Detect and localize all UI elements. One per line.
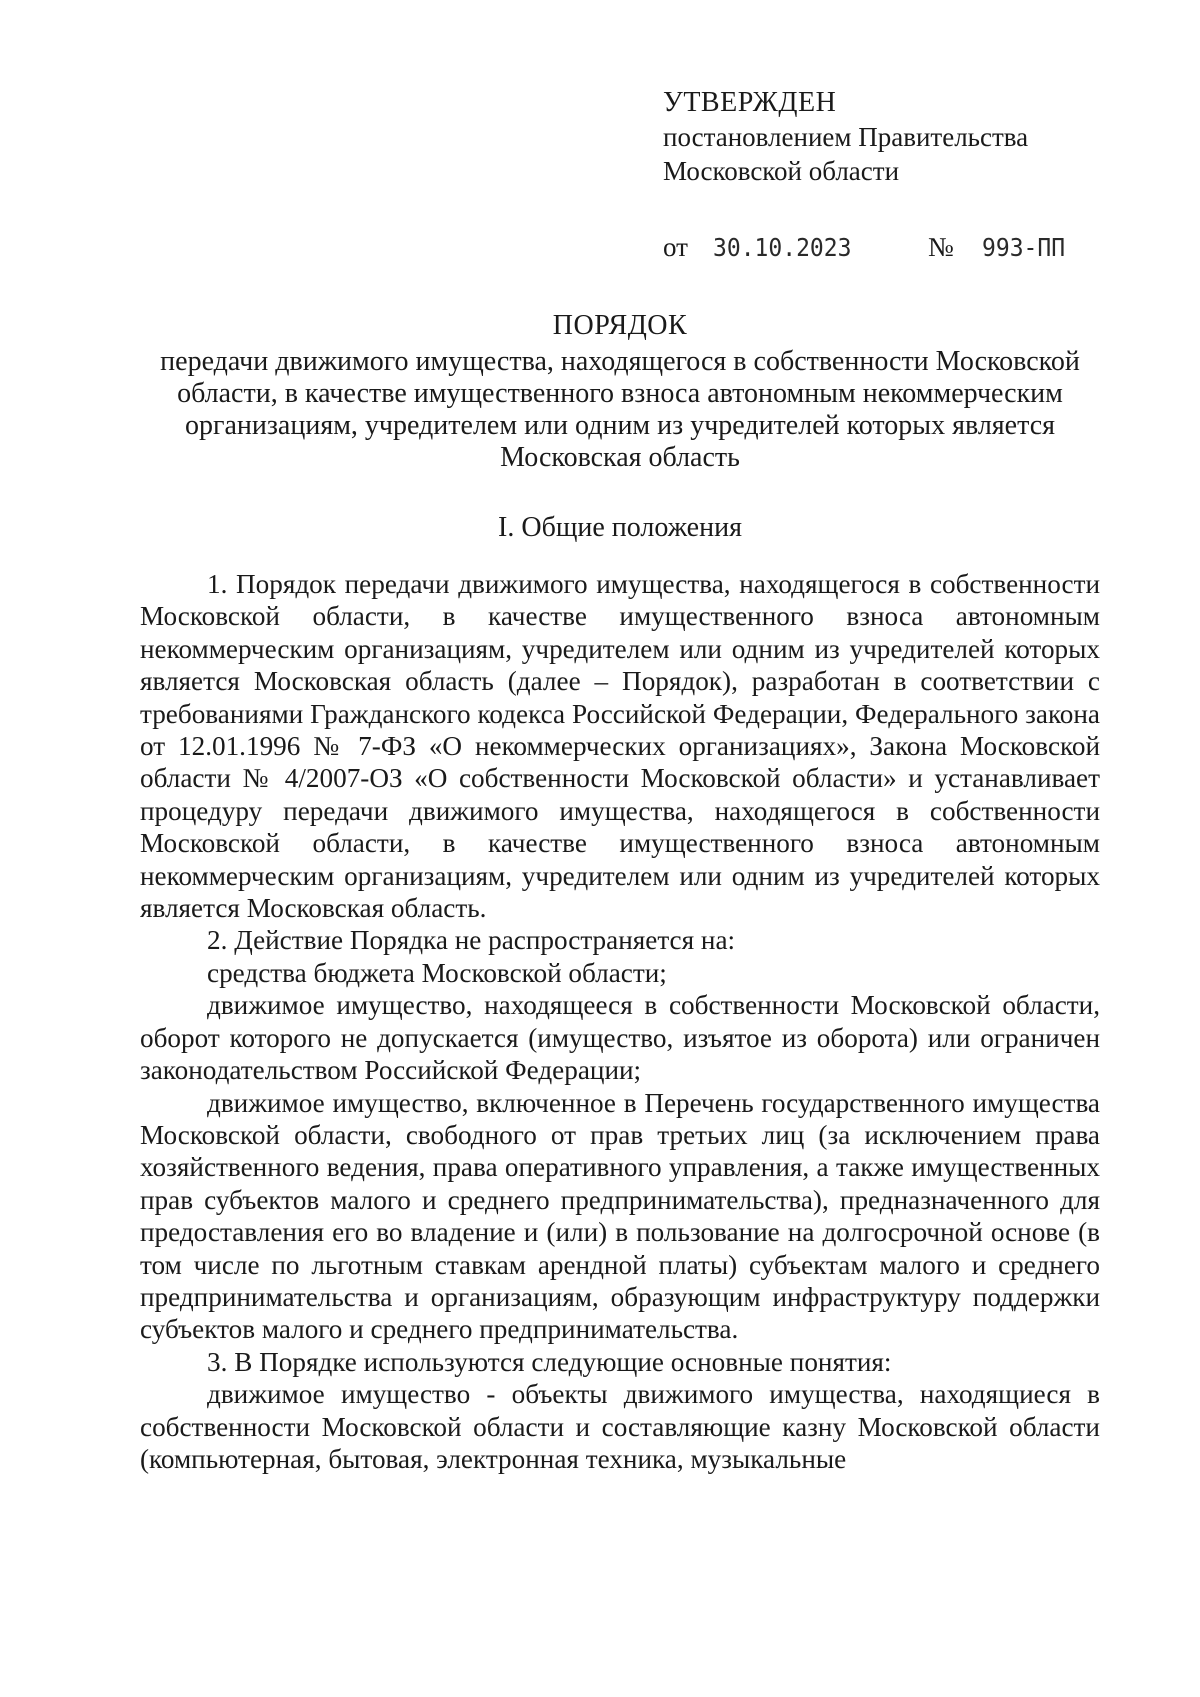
title-main: ПОРЯДОК: [552, 310, 688, 341]
number-label: №: [927, 232, 954, 262]
paragraph-2-item-3: движимое имущество, включенное в Перечень государственного имущества Московской области, свободного от прав третьих лиц (за исключением права хозяйственного ведения, права оперативного управления, а также имущественных прав субъектов малого и среднего предпринимательства), предназначенного для предоставления его во владение и (или) в пользование на долгосрочной основе (в том числе по льготным ставкам арендной платы) субъектам малого и среднего предпринимательства и организациям, образующим инфраструктуру поддержки субъектов малого и среднего предпринимательства.: [140, 1087, 1100, 1345]
section-heading: I. Общие положения: [498, 512, 742, 543]
paragraph-1: 1. Порядок передачи движимого имущества, находящегося в собственности Московской области, в качестве имущественного взноса автономным некоммерческим организациям, учредителем или одним из учредителей которых является Московская область (далее – Порядок), разработан в соответствии с требованиями Гражданского кодекса Российской Федерации, Федерального закона от 12.01.1996 № 7-ФЗ «О некоммерческих организациях», Закона Московской области № 4/2007-ОЗ «О собственности Московской области» и устанавливает процедуру передачи движимого имущества, находящегося в собственности Московской области, в качестве имущественного взноса автономным некоммерческим организациям, учредителем или одним из учредителей которых является Московская область.: [140, 569, 1100, 924]
document-title: [140, 310, 1100, 474]
document-body: [140, 568, 1100, 1475]
date-label: от: [663, 232, 688, 262]
paragraph-2-item-1: средства бюджета Московской области;: [207, 957, 667, 988]
decree-number: 993-ПП: [982, 233, 1066, 262]
approval-heading: УТВЕРЖДЕН: [663, 87, 837, 118]
paragraph-3: 3. В Порядке используются следующие основные понятия:: [207, 1346, 892, 1377]
paragraph-3-item-1: движимое имущество - объекты движимого имущества, находящиеся в собственности Московской области и составляющие казну Московской области (компьютерная, бытовая, электронная техника, музыкальные: [140, 1379, 1100, 1474]
approval-line-1: постановлением Правительства: [663, 122, 1029, 152]
decree-date: 30.10.2023: [712, 233, 852, 262]
title-subtitle: передачи движимого имущества, находящегося в собственности Московской области, в качестве имущественного взноса автономным некоммерческим организациям, учредителем или одним из учредителей которых является Московская область: [160, 346, 1080, 473]
decree-dateline: [663, 232, 1073, 263]
paragraph-2-item-2: движимое имущество, находящееся в собственности Московской области, оборот которого не допускается (имущество, изъятое из оборота) или ограничен законодательством Российской Федерации;: [140, 990, 1100, 1086]
approval-line-2: Московской области: [663, 156, 900, 186]
paragraph-2: 2. Действие Порядка не распространяется на:: [207, 925, 736, 956]
approval-block: [663, 86, 1028, 188]
